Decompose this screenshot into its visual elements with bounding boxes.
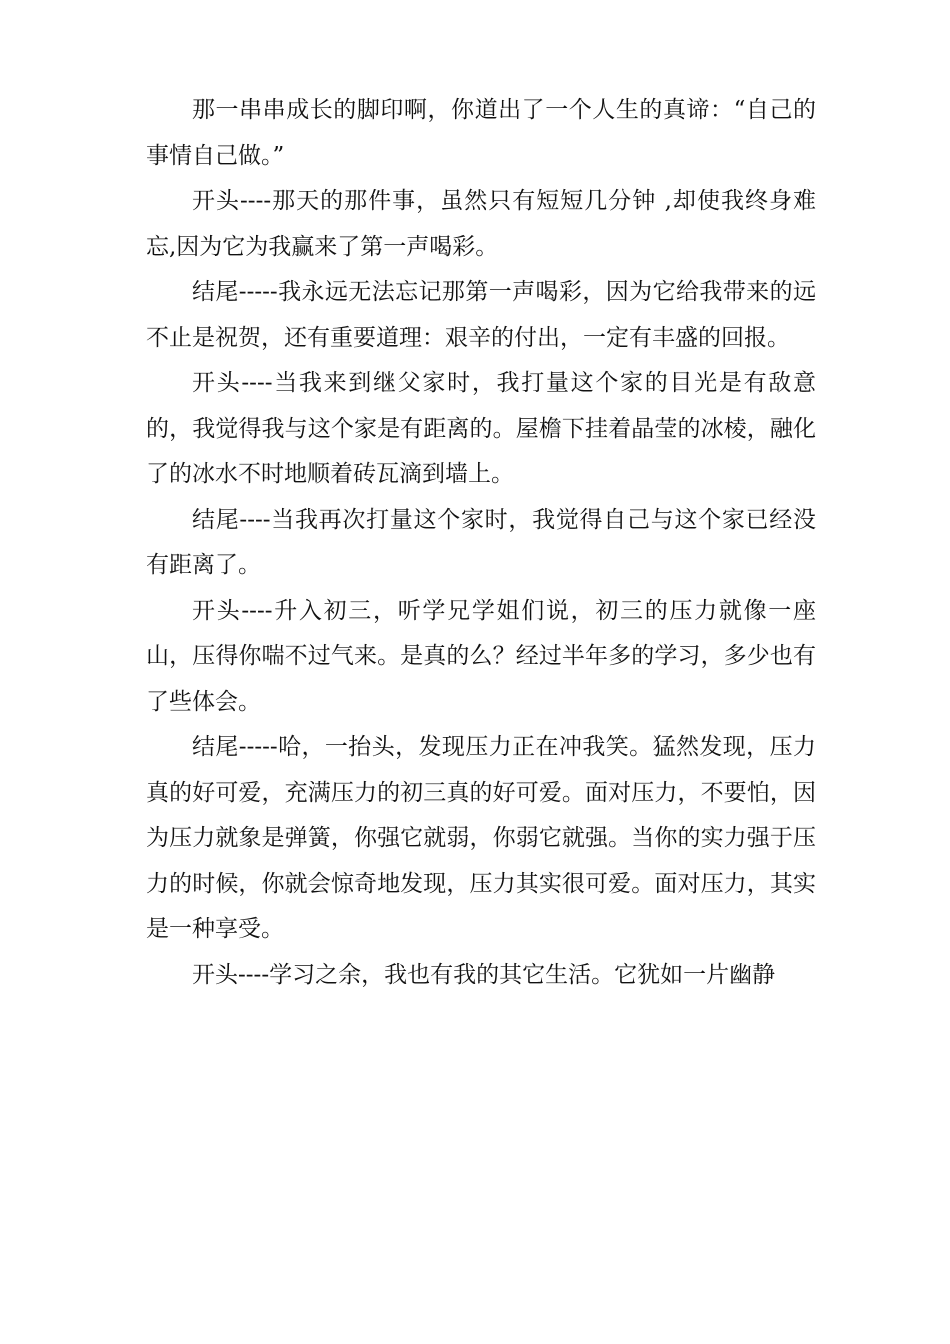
paragraph: 结尾-----我永远无法忘记那第一声喝彩，因为它给我带来的远不止是祝贺，还有重要道理：艰辛的付出，一定有丰盛的回报。 — [146, 279, 816, 351]
paragraph: 那一串串成长的脚印啊，你道出了一个人生的真谛：“自己的事情自己做。” — [146, 97, 816, 169]
paragraph: 开头----那天的那件事，虽然只有短短几分钟 ,却使我终身难忘,因为它为我赢来了第一声喝彩。 — [146, 188, 816, 260]
paragraph: 开头----升入初三，听学兄学姐们说，初三的压力就像一座山，压得你喘不过气来。是真的么？经过半年多的学习，多少也有了些体会。 — [146, 597, 816, 715]
document-body — [146, 88, 816, 998]
paragraph: 开头----学习之余，我也有我的其它生活。它犹如一片幽静 — [192, 961, 776, 988]
paragraph: 开头----当我来到继父家时，我打量这个家的目光是有敌意的，我觉得我与这个家是有距离的。屋檐下挂着晶莹的冰棱，融化了的冰水不时地顺着砖瓦滴到墙上。 — [146, 370, 816, 487]
paragraph: 结尾----当我再次打量这个家时，我觉得自己与这个家已经没有距离了。 — [146, 506, 816, 578]
paragraph: 结尾-----哈，一抬头，发现压力正在冲我笑。猛然发现，压力真的好可爱，充满压力的初三真的好可爱。面对压力，不要怕，因为压力就象是弹簧，你强它就弱，你弱它就强。当你的实力强于压力的时候，你就会惊奇地发现，压力其实很可爱。面对压力，其实是一种享受。 — [146, 734, 816, 942]
